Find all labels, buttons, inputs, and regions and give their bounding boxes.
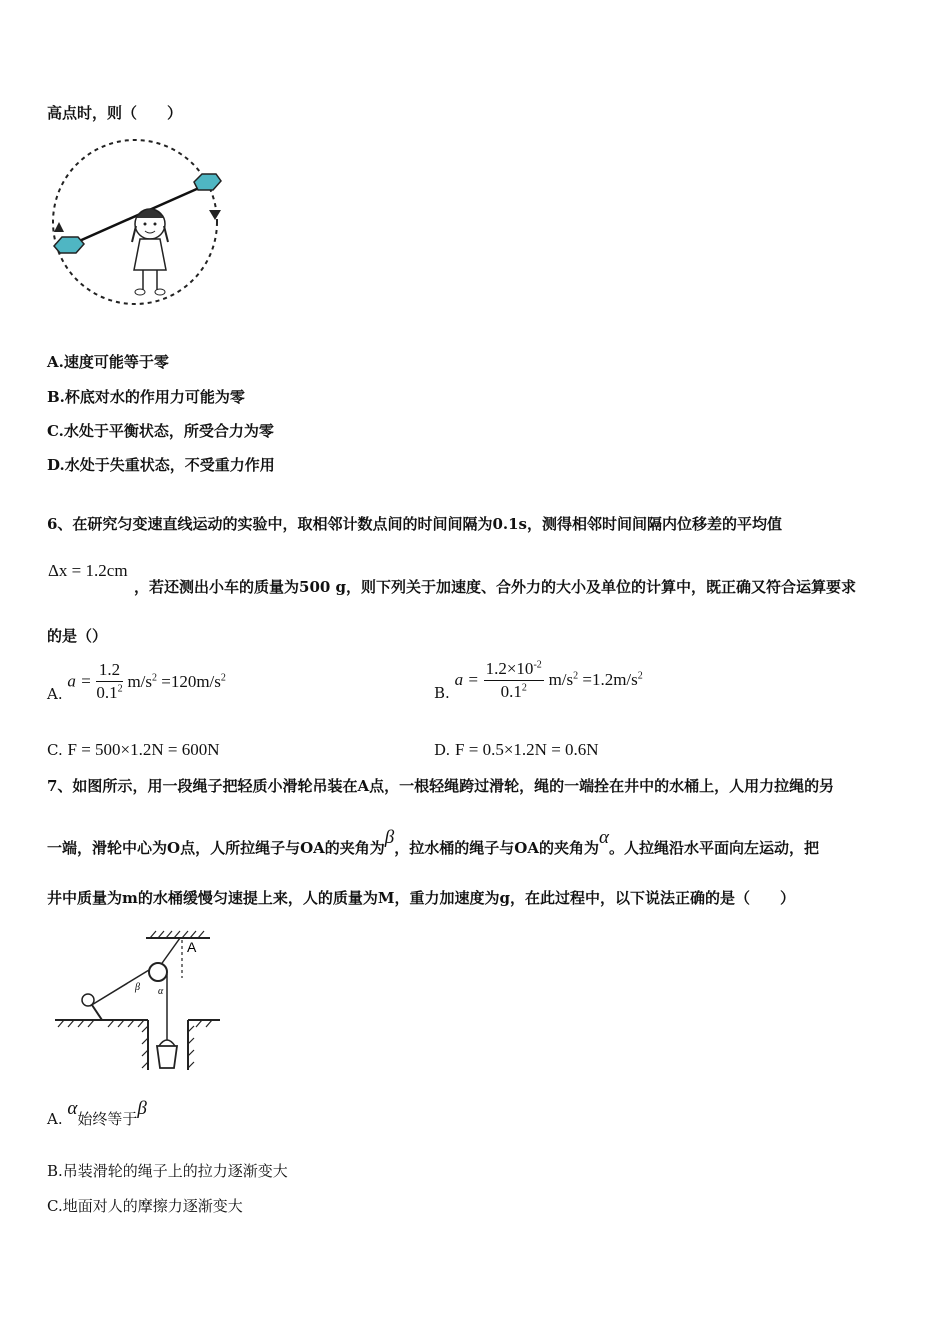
q6-option-b-den-exp: 2 [521, 681, 527, 693]
q6-stem-line3: 的是（） [47, 627, 108, 645]
q6-option-c [47, 740, 220, 760]
q7-beta-symbol: β [384, 827, 395, 848]
q7-option-c: C.地面对人的摩擦力逐渐变大 [47, 1197, 243, 1215]
fig-label-a: A [187, 939, 197, 955]
q6-option-b-denominator: 0.1 [500, 681, 522, 701]
q6-option-b-lhs: a = [454, 670, 479, 689]
q6-option-a-den-exp: 2 [117, 683, 123, 695]
q6-option-a-unit-exp: 2 [152, 671, 157, 683]
q7-stem-line2-part1: 一端，滑轮中心为O点，人所拉绳子与OA的夹角为 [47, 839, 385, 857]
q7-option-b: B.吊装滑轮的绳子上的拉力逐渐变大 [47, 1162, 288, 1180]
q6-option-b-fraction [484, 659, 544, 702]
fig-label-beta: β [135, 982, 140, 993]
q6-option-b [434, 658, 643, 702]
q6-stem-line2: ，若还测出小车的质量为500 g，则下列关于加速度、合外力的大小及单位的计算中，既正确又符合运算要求 [134, 578, 857, 596]
q6-option-a-label: A. [47, 684, 63, 703]
q7-option-a-text: 始终等于 [77, 1110, 138, 1128]
q6-option-b-result-exp: 2 [637, 670, 643, 682]
q6-option-b-numerator: 1.2×10 [485, 658, 534, 678]
q7-stem-line3: 井中质量为m的水桶缓慢匀速提上来，人的质量为M，重力加速度为g，在此过程中，以下说法正确的是（ ） [47, 889, 795, 907]
q6-option-a-numerator: 1.2 [96, 660, 122, 682]
q6-option-a-lhs: a = [67, 671, 92, 691]
circular-motion-figure [40, 138, 230, 313]
q5-option-d: D.水处于失重状态，不受重力作用 [47, 456, 275, 474]
q6-option-d-label: D. [434, 741, 451, 759]
q6-option-d-formula: F = 0.5×1.2N = 0.6N [455, 740, 599, 759]
q6-option-a [47, 660, 226, 703]
q6-option-a-result: =120m/s [161, 671, 221, 691]
q5-option-b: B.杯底对水的作用力可能为零 [47, 388, 245, 406]
q6-option-a-fraction [96, 660, 122, 703]
q6-option-a-unit: m/s [127, 671, 152, 691]
q6-option-b-result: =1.2m/s [582, 670, 638, 689]
q5-option-c: C.水处于平衡状态，所受合力为零 [47, 422, 274, 440]
q7-stem-line2-part2: ，拉水桶的绳子与OA的夹角为 [394, 839, 599, 857]
q6-option-b-unit: m/s [548, 670, 574, 689]
q6-dx-formula: Δx = 1.2cm [48, 561, 128, 580]
q7-stem-line2 [47, 827, 819, 859]
q7-stem-line1: 7、如图所示，用一段绳子把轻质小滑轮吊装在A点，一根轻绳跨过滑轮，绳的一端拴在井中的水桶上，人用力拉绳的另 [47, 777, 835, 795]
q6-option-b-unit-exp: 2 [573, 670, 579, 682]
q6-option-a-result-exp: 2 [220, 671, 226, 683]
q7-alpha-symbol: α [598, 827, 609, 848]
q7-option-a-beta: β [137, 1098, 147, 1119]
pulley-well-figure [50, 928, 225, 1076]
q5-option-a: A.速度可能等于零 [47, 353, 169, 371]
q7-stem-line2-part3: 。人拉绳沿水平面向左运动，把 [608, 839, 819, 857]
q6-stem-line1: 6、在研究匀变速直线运动的实验中，取相邻计数点间的时间间隔为0.1s，测得相邻时间间隔内位移差的平均值 [47, 515, 782, 533]
q5-stem-end: 高点时，则（ ） [47, 104, 183, 122]
q7-option-a-alpha: α [67, 1098, 78, 1119]
fig-label-alpha: α [158, 986, 164, 997]
q6-option-c-formula: F = 500×1.2N = 600N [67, 740, 220, 759]
q6-option-c-label: C. [47, 741, 63, 759]
q7-option-a-label: A. [47, 1110, 63, 1128]
q7-option-a [47, 1098, 147, 1130]
q6-option-a-denominator: 0.1 [96, 683, 118, 702]
q6-option-b-label: B. [434, 684, 450, 702]
q6-option-b-num-exp: -2 [533, 658, 542, 670]
q6-option-d [434, 740, 599, 760]
